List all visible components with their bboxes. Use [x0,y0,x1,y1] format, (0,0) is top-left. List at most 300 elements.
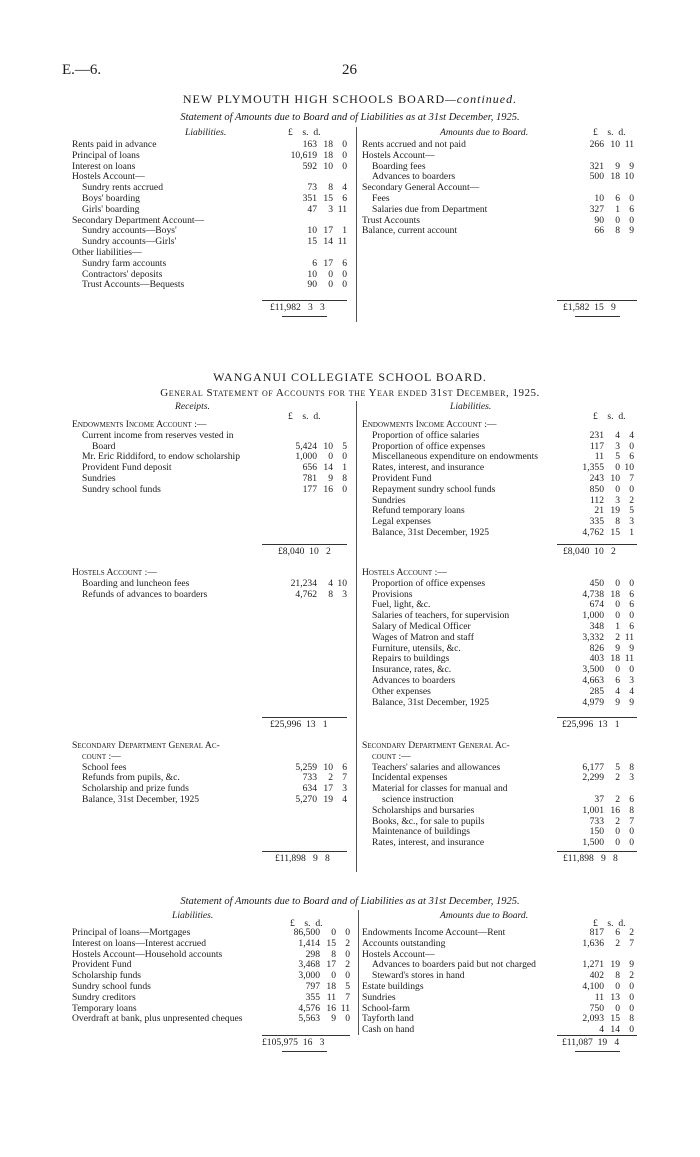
amount-pounds: 37 [594,793,604,805]
wc-receipts-currency: £ s. d. [288,411,321,422]
np-left-total-rule [262,300,347,301]
row-label: Salary of Medical Officer [372,621,471,632]
amount-pounds: 4,100 [582,980,604,992]
amount-shillings: 0 [331,927,336,938]
amount-pence: 10 [337,577,347,589]
amount-pence: 0 [629,577,634,589]
amount-pounds: 231 [589,429,604,441]
amount-pounds: 10,619 [290,149,317,161]
row-label: Hostels Account— [72,172,145,183]
row-label: Scholarships and bursaries [372,805,475,816]
row-label: Fees [372,193,390,204]
row-label: Secondary General Account— [362,183,480,194]
amount-pence: 0 [629,991,634,1003]
ledger-row [72,590,347,601]
amount-pence: 5 [629,505,634,517]
amount-shillings: 17 [323,225,333,237]
ledger-row [362,752,634,763]
amount-shillings: 16 [326,1002,336,1014]
amount-shillings: 17 [326,959,336,971]
row-label: Teachers' salaries and allowances [372,762,501,773]
row-label: Principal of loans—Mortgages [72,928,191,938]
row-label: Secondary Department General Ac- [72,741,220,751]
amount-pounds: 1,000 [295,451,317,463]
row-amount [566,579,634,590]
row-amount [566,633,634,644]
amount-shillings: 2 [615,937,620,949]
wc-stmt-left-head: Liabilities. [172,910,214,921]
amount-shillings: 15 [610,1013,620,1025]
amount-shillings: 6 [615,192,620,204]
amount-shillings: 8 [328,182,333,194]
row-label: Repairs to buildings [372,654,450,665]
amount-pounds: 3,500 [582,664,604,676]
amount-shillings: 9 [328,472,333,484]
row-amount [566,528,634,539]
amount-shillings: 18 [326,980,336,992]
amount-pence: 0 [629,980,634,992]
amount-shillings: 9 [615,696,620,708]
row-label: Estate buildings [362,981,424,992]
wc-subtitle: General Statement of Accounts for the Year ended 31st December, 1925. [160,387,540,399]
amount-shillings: 10 [323,160,333,172]
amount-pounds: 2,093 [582,1013,604,1025]
amount-pounds: 4,762 [582,526,604,538]
wc-title: WANGANUI COLLEGIATE SCHOOL BOARD. [213,370,487,384]
row-amount [566,172,634,183]
amount-pence: 6 [629,203,634,215]
amount-pounds: 826 [589,642,604,654]
wc-stmt-amounts-due-table [362,928,634,1036]
np-right-total-rule [557,300,637,301]
amount-shillings: 18 [323,149,333,161]
ledger-row [72,259,347,270]
ledger-row [362,939,634,950]
row-label: Hostels Account :— [362,568,447,578]
amount-shillings: 14 [610,1024,620,1036]
amount-shillings: 10 [610,472,620,484]
row-label: School-farm [362,1003,410,1014]
ledger-row [362,172,634,183]
wc-column-divider [356,401,357,872]
row-label: Salaries due from Department [372,204,488,215]
wc-stmt-right-double-rule [575,1051,620,1052]
row-label: Sundries [372,495,406,506]
amount-pence: 0 [342,483,347,495]
amount-pounds: 4,576 [298,1002,320,1014]
row-label: Rates, interest, and insurance [372,838,485,849]
amount-pounds: 10 [594,192,604,204]
ledger-row [72,741,347,752]
amount-pence: 6 [629,451,634,463]
row-label: Proportion of office expenses [372,578,486,589]
amount-shillings: 18 [323,139,333,150]
amount-pounds: 90 [307,279,317,291]
row-label: Furniture, utensils, &c. [372,643,461,654]
wc-statement-subtitle: Statement of Amounts due to Board and of Liabilities as at 31st December, 1925. [180,896,520,907]
row-amount [279,162,347,173]
amount-pence: 9 [629,225,634,237]
ledger-row [72,205,347,216]
amount-pence: 3 [342,783,347,795]
row-amount [279,151,347,162]
ledger-row [72,993,350,1004]
wc-endow-liabilities-total: £8,040 10 2 [563,546,616,557]
amount-pounds: 4 [599,1024,604,1036]
wc-endowments-receipts [72,420,347,496]
row-amount [566,687,634,698]
row-label: Hostels Account—Household accounts [72,949,223,960]
amount-shillings: 2 [328,772,333,784]
amount-pence: 6 [629,588,634,600]
wc-liabilities-currency: £ s. d. [593,411,626,422]
row-amount [566,226,634,237]
amount-pence: 3 [629,516,634,528]
amount-pounds: 112 [589,494,604,506]
row-amount [279,590,347,601]
amount-shillings: 15 [326,937,336,949]
row-label: count :— [372,751,411,762]
np-left-double-rule [282,316,327,317]
np-right-double-rule [575,316,620,317]
amount-pence: 8 [629,761,634,773]
amount-pounds: 243 [589,472,604,484]
amount-pounds: 1,636 [582,937,604,949]
row-label: Temporary loans [72,1003,137,1014]
amount-shillings: 17 [323,257,333,269]
np-right-currency: £ s. d. [593,127,626,138]
np-right-head: Amounts due to Board. [440,127,529,138]
amount-pence: 11 [624,653,634,665]
amount-shillings: 0 [615,214,620,226]
wc-secondary-liabilities [362,741,634,849]
row-label: Balance, 31st December, 1925 [82,794,200,805]
amount-pounds: 327 [589,203,604,215]
amount-pence: 0 [342,160,347,172]
amount-shillings: 0 [615,664,620,676]
ledger-row [72,194,347,205]
amount-pounds: 592 [302,160,317,172]
row-label: Balance, 31st December, 1925 [372,697,490,708]
amount-pounds: 266 [589,139,604,150]
amount-pence: 6 [342,257,347,269]
row-label: Rents paid in advance [72,140,157,150]
wc-stmt-left-currency: £ s. d. [290,918,323,929]
row-label: Secondary Department General Ac- [362,741,510,751]
amount-shillings: 2 [615,631,620,643]
ledger-row [362,687,634,698]
row-label: Sundry accounts—Boys' [82,226,177,237]
amount-pence: 0 [342,139,347,150]
amount-shillings: 0 [328,279,333,291]
row-label: Endowments Income Account :— [362,420,497,430]
amount-shillings: 8 [615,516,620,528]
amount-pence: 0 [629,664,634,676]
row-label: Hostels Account— [362,949,435,960]
amount-pence: 0 [342,451,347,463]
amount-pounds: 163 [302,139,317,150]
row-amount [566,993,634,1004]
amount-pounds: 1,500 [582,837,604,849]
row-label: Sundry accounts—Girls' [82,237,177,248]
wc-hostels-receipts-total: £25,996 13 1 [270,719,328,730]
amount-pounds: 15 [307,236,317,248]
ledger-row [72,485,347,496]
amount-shillings: 13 [610,991,620,1003]
amount-shillings: 18 [610,653,620,665]
wc-liabilities-head: Liabilities. [450,401,492,412]
row-label: Wages of Matron and staff [372,632,474,643]
ledger-row [72,280,347,291]
row-label: Interest on loans—Interest accrued [72,938,206,949]
row-label: Mr. Eric Riddiford, to endow scholarship [82,452,241,463]
row-label: Salaries of teachers, for supervision [372,611,510,622]
amount-pence: 5 [342,440,347,452]
amount-pounds: 733 [589,815,604,827]
amount-pounds: 6,177 [582,761,604,773]
amount-shillings: 18 [610,171,620,183]
amount-pence: 8 [342,472,347,484]
amount-shillings: 0 [615,1002,620,1014]
ledger-row [362,806,634,817]
row-label: Provident Fund [72,960,132,971]
amount-pence: 0 [342,268,347,280]
amount-shillings: 19 [610,959,620,971]
amount-pounds: 674 [589,599,604,611]
amount-pence: 0 [629,483,634,495]
wc-hostels-liabilities [362,568,634,708]
amount-shillings: 3 [328,203,333,215]
amount-pence: 10 [624,462,634,474]
amount-pence: 6 [629,599,634,611]
amount-pounds: 750 [589,1002,604,1014]
row-label: Tayforth land [362,1014,414,1025]
amount-pence: 0 [345,1013,350,1025]
np-left-currency: £ s. d. [288,127,321,138]
amount-pounds: 1,414 [298,937,320,949]
amount-pence: 1 [342,462,347,474]
row-label: Board [92,441,116,452]
ledger-row [72,216,347,227]
amount-pence: 8 [629,804,634,816]
row-label: Sundry school funds [72,981,151,992]
row-label: Principal of loans [72,150,140,161]
row-label: Legal expenses [372,517,431,528]
wc-stmt-right-currency: £ s. d. [593,918,626,929]
amount-shillings: 8 [615,225,620,237]
wc-endow-right-rule [557,544,637,545]
amount-shillings: 3 [615,440,620,452]
amount-shillings: 16 [610,804,620,816]
wc-sec-right-rule [557,851,637,852]
wc-stmt-liabilities-table [72,928,350,1025]
amount-pounds: 4,762 [295,588,317,600]
amount-shillings: 11 [326,991,336,1003]
amount-pounds: 348 [589,620,604,632]
amount-shillings: 8 [328,588,333,600]
ledger-row [72,151,347,162]
row-amount [282,1014,350,1025]
row-label: Sundry creditors [72,992,136,1003]
amount-pounds: 86,500 [293,927,320,938]
row-amount [279,795,347,806]
amount-pounds: 3,000 [298,970,320,982]
ledger-row [362,151,634,162]
amount-pence: 7 [629,937,634,949]
amount-shillings: 1 [615,203,620,215]
np-left-head: Liabilities. [185,127,227,138]
ledger-row [72,795,347,806]
row-label: Refunds of advances to boarders [82,589,208,600]
row-label: Fuel, light, &c. [372,600,431,611]
amount-pounds: 850 [589,483,604,495]
row-label: Contractors' deposits [82,269,163,280]
row-label: Repayment sundry school funds [372,484,496,495]
row-label: Material for classes for manual and [372,784,508,795]
wc-stmt-right-head: Amounts due to Board. [440,910,529,921]
wc-hostels-receipts [72,568,347,600]
amount-pence: 0 [345,927,350,938]
amount-pence: 10 [624,171,634,183]
np-subtitle: Statement of Amounts due to Board and of Liabilities as at 31st December, 1925. [180,112,520,123]
ledger-row [362,216,634,227]
amount-pence: 11 [624,139,634,150]
row-amount [282,993,350,1004]
row-amount [566,806,634,817]
amount-pence: 9 [629,642,634,654]
amount-shillings: 9 [615,642,620,654]
amount-pence: 9 [629,696,634,708]
amount-shillings: 0 [615,577,620,589]
amount-shillings: 0 [615,980,620,992]
amount-shillings: 5 [615,451,620,463]
amount-shillings: 15 [610,526,620,538]
ledger-row [72,172,347,183]
wc-receipts-head: Receipts. [175,401,210,412]
np-amounts-due-table [362,140,634,237]
row-label: Rates, interest, and insurance [372,463,485,474]
row-label: Accounts outstanding [362,938,446,949]
amount-pounds: 335 [589,516,604,528]
row-label: Advances to boarders [372,172,456,183]
amount-shillings: 0 [615,599,620,611]
row-label: Books, &c., for sale to pupils [372,816,485,827]
amount-pounds: 1,355 [582,462,604,474]
amount-pence: 0 [629,192,634,204]
ledger-row [362,633,634,644]
wc-hostel-right-rule [557,717,637,718]
amount-pence: 6 [342,192,347,204]
row-label: Miscellaneous expenditure on endowments [372,452,538,463]
row-label: science instruction [382,794,454,805]
amount-pence: 0 [629,826,634,838]
row-label: Current income from reserves vested in [82,430,234,441]
amount-pence: 2 [629,494,634,506]
amount-pounds: 47 [307,203,317,215]
row-label: Balance, 31st December, 1925 [372,527,490,538]
row-label: Endowments Income Account—Rent [362,928,506,938]
amount-pounds: 6 [312,257,317,269]
amount-shillings: 9 [331,1013,336,1025]
row-amount [566,485,634,496]
amount-shillings: 8 [331,948,336,960]
amount-pounds: 781 [302,472,317,484]
amount-shillings: 18 [610,588,620,600]
amount-pence: 3 [629,674,634,686]
row-amount [566,939,634,950]
amount-shillings: 4 [615,685,620,697]
ledger-row [72,939,350,950]
amount-pounds: 634 [302,783,317,795]
row-label: Other expenses [372,686,431,697]
amount-shillings: 9 [615,160,620,172]
amount-shillings: 19 [323,793,333,805]
amount-pounds: 1,000 [582,610,604,622]
wc-endow-receipts-total: £8,040 10 2 [278,546,331,557]
amount-pence: 11 [340,1002,350,1014]
amount-pounds: 656 [302,462,317,474]
wc-secondary-liabilities-total: £11,898 9 8 [563,853,618,864]
row-amount [279,259,347,270]
amount-pounds: 733 [302,772,317,784]
amount-pence: 9 [629,160,634,172]
ledger-row [72,162,347,173]
ledger-row [362,205,634,216]
amount-pounds: 2,299 [582,772,604,784]
row-label: Trust Accounts [362,215,421,226]
amount-pounds: 5,424 [295,440,317,452]
row-amount [566,205,634,216]
ledger-row [72,431,347,442]
amount-pence: 6 [342,761,347,773]
np-column-divider [356,127,357,322]
amount-pounds: 402 [589,970,604,982]
ledger-row [362,784,634,795]
row-amount [279,205,347,216]
amount-shillings: 0 [615,837,620,849]
amount-pence: 4 [342,182,347,194]
amount-pence: 0 [629,214,634,226]
amount-pence: 8 [629,1013,634,1025]
row-amount [566,140,634,151]
amount-shillings: 10 [323,761,333,773]
amount-pence: 0 [345,948,350,960]
row-label: Overdraft at bank, plus unpresented cheques [72,1014,243,1025]
amount-pounds: 4,663 [582,674,604,686]
amount-shillings: 2 [615,793,620,805]
amount-pounds: 3,332 [582,631,604,643]
ledger-row [362,838,634,849]
amount-pounds: 10 [307,268,317,280]
amount-shillings: 5 [615,761,620,773]
amount-pounds: 298 [305,948,320,960]
amount-pence: 4 [342,793,347,805]
ledger-row [362,496,634,507]
row-label: Sundry school funds [82,484,161,495]
amount-shillings: 3 [615,494,620,506]
row-label: Advances to boarders [372,675,456,686]
row-label: Rents accrued and not paid [362,140,466,150]
amount-pounds: 5,270 [295,793,317,805]
wc-secondary-receipts [72,741,347,806]
amount-pence: 11 [624,631,634,643]
amount-pence: 0 [629,837,634,849]
row-label: Proportion of office expenses [372,441,486,452]
np-liabilities-table [72,140,347,291]
amount-pounds: 321 [589,160,604,172]
amount-pence: 0 [629,440,634,452]
row-label: Refund temporary loans [372,506,465,517]
